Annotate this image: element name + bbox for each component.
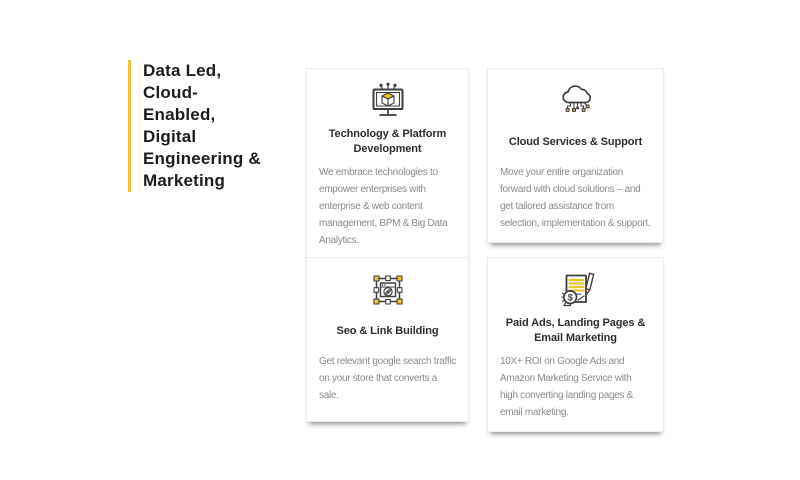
section-heading: Data Led, Cloud- Enabled, Digital Engineering & Marketing (128, 60, 278, 192)
card-title: Technology & Platform Development (328, 128, 447, 155)
technology-platform-icon (319, 81, 456, 121)
service-card-paid-ads (487, 257, 664, 432)
card-description: We embrace technologies to empower enterprises with enterprise & web content management, BPM & Big Data Analytics. (319, 167, 448, 246)
card-description: Get relevant google search traffic on your store that converts a sale. (319, 356, 456, 401)
cloud-services-icon (500, 81, 651, 121)
service-card-seo-link (306, 257, 469, 422)
paid-ads-icon (500, 270, 651, 310)
card-description: 10X+ ROI on Google Ads and Amazon Marketing Service with high converting landing pages & email marketing. (500, 356, 634, 418)
seo-link-icon (319, 270, 456, 310)
service-card-technology-platform (306, 68, 469, 260)
card-title: Paid Ads, Landing Pages & Email Marketing (505, 317, 646, 344)
card-title: Cloud Services & Support (508, 135, 643, 148)
svg-text:$: $ (567, 292, 573, 303)
service-card-cloud-services (487, 68, 664, 243)
card-description: Move your entire organization forward with cloud solutions – and get tailored assistance from selection, implementation & support. (500, 167, 651, 229)
card-title: Seo & Link Building (336, 324, 439, 337)
